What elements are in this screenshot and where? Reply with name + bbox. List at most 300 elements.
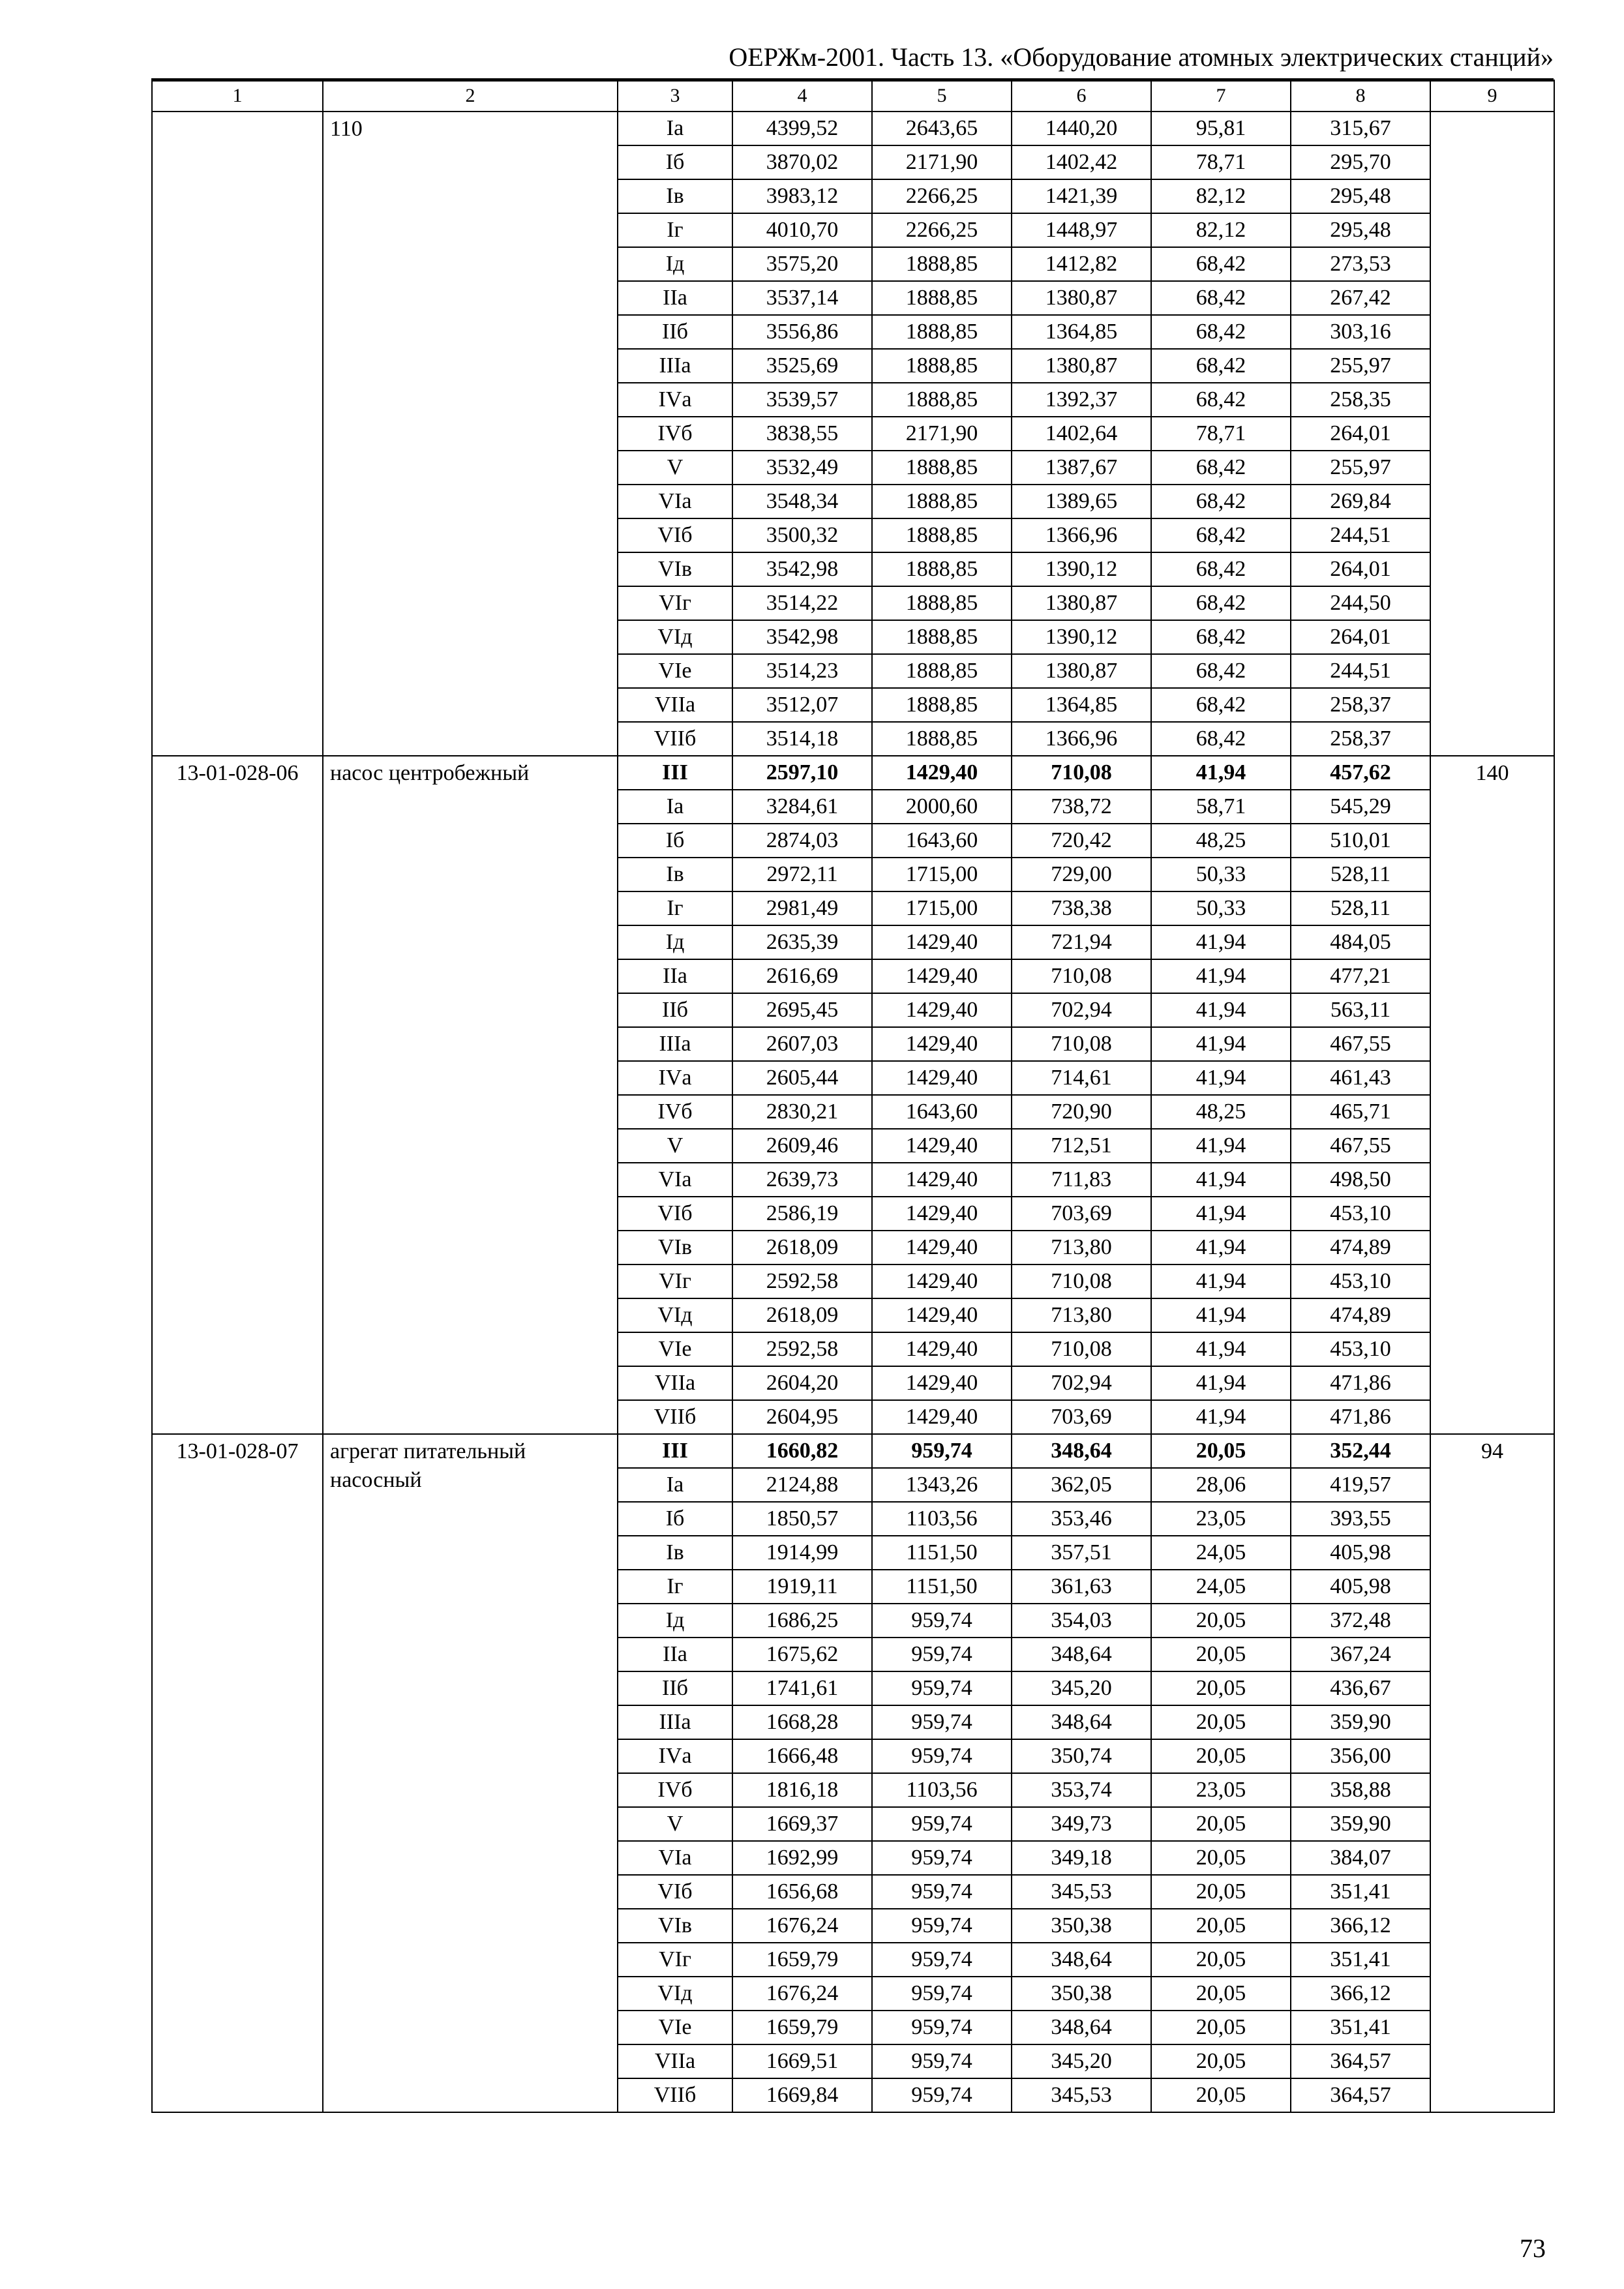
value-cell-c5: 1888,85 xyxy=(872,620,1012,654)
value-cell-c5: 2266,25 xyxy=(872,213,1012,247)
page-number: 73 xyxy=(1520,2234,1546,2263)
zone-cell: VIв xyxy=(618,552,732,586)
zone-cell: Iа xyxy=(618,790,732,824)
value-cell-c4: 2618,09 xyxy=(732,1231,872,1264)
value-cell-c7: 24,05 xyxy=(1151,1570,1291,1604)
value-cell-c5: 1429,40 xyxy=(872,1400,1012,1434)
value-cell-c4: 2618,09 xyxy=(732,1298,872,1332)
value-cell-c4: 2592,58 xyxy=(732,1264,872,1298)
zone-cell: VIг xyxy=(618,1264,732,1298)
value-cell-c8: 484,05 xyxy=(1291,925,1430,959)
value-cell-c7: 41,94 xyxy=(1151,1298,1291,1332)
column-9-cell: 94 xyxy=(1430,1434,1554,2112)
column-9-cell xyxy=(1430,112,1554,756)
value-cell-c5: 1429,40 xyxy=(872,1027,1012,1061)
zone-cell: VIд xyxy=(618,620,732,654)
zone-cell: VIIб xyxy=(618,722,732,756)
value-cell-c6: 348,64 xyxy=(1012,1943,1151,1977)
value-cell-c6: 345,20 xyxy=(1012,2044,1151,2078)
value-cell-c4: 3548,34 xyxy=(732,485,872,518)
value-cell-c7: 68,42 xyxy=(1151,451,1291,485)
value-cell-c4: 3537,14 xyxy=(732,281,872,315)
zone-cell: VIIб xyxy=(618,2078,732,2112)
value-cell-c5: 1103,56 xyxy=(872,1502,1012,1536)
value-cell-c5: 1429,40 xyxy=(872,1332,1012,1366)
value-cell-c8: 258,37 xyxy=(1291,688,1430,722)
value-cell-c5: 2643,65 xyxy=(872,112,1012,145)
zone-cell: V xyxy=(618,1807,732,1841)
value-cell-c8: 367,24 xyxy=(1291,1638,1430,1671)
zone-cell: Iд xyxy=(618,247,732,281)
value-cell-c6: 1402,42 xyxy=(1012,145,1151,179)
value-cell-c8: 351,41 xyxy=(1291,2011,1430,2044)
value-cell-c7: 95,81 xyxy=(1151,112,1291,145)
value-cell-c4: 2609,46 xyxy=(732,1129,872,1163)
value-cell-c6: 1380,87 xyxy=(1012,586,1151,620)
column-number: 4 xyxy=(732,80,872,112)
value-cell-c5: 2000,60 xyxy=(872,790,1012,824)
table-body xyxy=(152,80,1554,2112)
zone-cell: IIа xyxy=(618,281,732,315)
column-number: 1 xyxy=(152,80,323,112)
value-cell-c5: 1643,60 xyxy=(872,1095,1012,1129)
zone-cell: Iв xyxy=(618,179,732,213)
value-cell-c6: 1392,37 xyxy=(1012,383,1151,417)
value-cell-c5: 1429,40 xyxy=(872,1298,1012,1332)
value-cell-c8: 477,21 xyxy=(1291,959,1430,993)
value-cell-c4: 1669,37 xyxy=(732,1807,872,1841)
value-cell-c7: 20,05 xyxy=(1151,1943,1291,1977)
value-cell-c4: 2604,95 xyxy=(732,1400,872,1434)
value-cell-c7: 41,94 xyxy=(1151,959,1291,993)
value-cell-c5: 1151,50 xyxy=(872,1536,1012,1570)
zone-cell: Iд xyxy=(618,1604,732,1638)
value-cell-c7: 68,42 xyxy=(1151,281,1291,315)
value-cell-c8: 419,57 xyxy=(1291,1468,1430,1502)
value-cell-c6: 345,20 xyxy=(1012,1671,1151,1705)
zone-cell: IVб xyxy=(618,417,732,451)
value-cell-c7: 23,05 xyxy=(1151,1773,1291,1807)
value-cell-c6: 1387,67 xyxy=(1012,451,1151,485)
value-cell-c5: 2266,25 xyxy=(872,179,1012,213)
zone-cell: Iв xyxy=(618,858,732,891)
value-cell-c8: 498,50 xyxy=(1291,1163,1430,1197)
value-cell-c5: 959,74 xyxy=(872,1943,1012,1977)
value-cell-c6: 711,83 xyxy=(1012,1163,1151,1197)
zone-cell: VIб xyxy=(618,1875,732,1909)
value-cell-c5: 1643,60 xyxy=(872,824,1012,858)
value-cell-c7: 20,05 xyxy=(1151,1705,1291,1739)
table-row xyxy=(152,1434,1554,1468)
value-cell-c8: 244,51 xyxy=(1291,518,1430,552)
value-cell-c5: 959,74 xyxy=(872,1807,1012,1841)
value-cell-c8: 269,84 xyxy=(1291,485,1430,518)
value-cell-c7: 20,05 xyxy=(1151,1977,1291,2011)
value-cell-c4: 1919,11 xyxy=(732,1570,872,1604)
value-cell-c7: 78,71 xyxy=(1151,417,1291,451)
value-cell-c7: 41,94 xyxy=(1151,1027,1291,1061)
value-cell-c4: 2592,58 xyxy=(732,1332,872,1366)
value-cell-c7: 20,05 xyxy=(1151,1841,1291,1875)
value-cell-c4: 2874,03 xyxy=(732,824,872,858)
value-cell-c6: 703,69 xyxy=(1012,1197,1151,1231)
value-cell-c4: 2607,03 xyxy=(732,1027,872,1061)
value-cell-c5: 1343,26 xyxy=(872,1468,1012,1502)
zone-cell: IVб xyxy=(618,1095,732,1129)
value-cell-c5: 1888,85 xyxy=(872,518,1012,552)
value-cell-c5: 959,74 xyxy=(872,2044,1012,2078)
value-cell-c4: 1659,79 xyxy=(732,1943,872,1977)
value-cell-c5: 1429,40 xyxy=(872,1163,1012,1197)
value-cell-c6: 738,72 xyxy=(1012,790,1151,824)
value-cell-c5: 959,74 xyxy=(872,1604,1012,1638)
value-cell-c7: 20,05 xyxy=(1151,1434,1291,1468)
value-cell-c5: 959,74 xyxy=(872,1705,1012,1739)
value-cell-c8: 255,97 xyxy=(1291,451,1430,485)
value-cell-c4: 3525,69 xyxy=(732,349,872,383)
value-cell-c4: 3514,22 xyxy=(732,586,872,620)
value-cell-c5: 959,74 xyxy=(872,1739,1012,1773)
value-cell-c5: 1715,00 xyxy=(872,858,1012,891)
zone-cell: VIа xyxy=(618,1163,732,1197)
value-cell-c6: 720,42 xyxy=(1012,824,1151,858)
value-cell-c7: 20,05 xyxy=(1151,1739,1291,1773)
value-cell-c6: 738,38 xyxy=(1012,891,1151,925)
value-cell-c8: 264,01 xyxy=(1291,417,1430,451)
value-cell-c7: 82,12 xyxy=(1151,179,1291,213)
table-row xyxy=(152,756,1554,790)
value-cell-c7: 41,94 xyxy=(1151,1231,1291,1264)
value-cell-c7: 50,33 xyxy=(1151,858,1291,891)
value-cell-c6: 710,08 xyxy=(1012,1264,1151,1298)
value-cell-c7: 20,05 xyxy=(1151,2044,1291,2078)
zone-cell: VIв xyxy=(618,1909,732,1943)
value-cell-c4: 2695,45 xyxy=(732,993,872,1027)
value-cell-c5: 1888,85 xyxy=(872,315,1012,349)
value-cell-c8: 352,44 xyxy=(1291,1434,1430,1468)
value-cell-c7: 20,05 xyxy=(1151,1604,1291,1638)
value-cell-c4: 2972,11 xyxy=(732,858,872,891)
value-cell-c8: 457,62 xyxy=(1291,756,1430,790)
value-cell-c6: 1366,96 xyxy=(1012,518,1151,552)
value-cell-c6: 362,05 xyxy=(1012,1468,1151,1502)
value-cell-c5: 1888,85 xyxy=(872,349,1012,383)
value-cell-c5: 1429,40 xyxy=(872,1129,1012,1163)
value-cell-c5: 2171,90 xyxy=(872,417,1012,451)
zone-cell: V xyxy=(618,1129,732,1163)
value-cell-c4: 3838,55 xyxy=(732,417,872,451)
value-cell-c4: 1741,61 xyxy=(732,1671,872,1705)
value-cell-c7: 20,05 xyxy=(1151,2011,1291,2044)
value-cell-c8: 255,97 xyxy=(1291,349,1430,383)
value-cell-c7: 68,42 xyxy=(1151,620,1291,654)
value-cell-c4: 2604,20 xyxy=(732,1366,872,1400)
value-cell-c4: 1660,82 xyxy=(732,1434,872,1468)
value-cell-c6: 1380,87 xyxy=(1012,349,1151,383)
column-number: 2 xyxy=(323,80,618,112)
value-cell-c4: 1676,24 xyxy=(732,1909,872,1943)
value-cell-c8: 244,50 xyxy=(1291,586,1430,620)
column-9-cell: 140 xyxy=(1430,756,1554,1434)
zone-cell: VIа xyxy=(618,485,732,518)
value-cell-c4: 1668,28 xyxy=(732,1705,872,1739)
value-cell-c5: 959,74 xyxy=(872,1909,1012,1943)
value-cell-c8: 453,10 xyxy=(1291,1264,1430,1298)
value-cell-c6: 1402,64 xyxy=(1012,417,1151,451)
value-cell-c4: 2597,10 xyxy=(732,756,872,790)
column-number: 8 xyxy=(1291,80,1430,112)
zone-cell: VIе xyxy=(618,2011,732,2044)
value-cell-c5: 1888,85 xyxy=(872,247,1012,281)
value-cell-c5: 959,74 xyxy=(872,1875,1012,1909)
value-cell-c8: 405,98 xyxy=(1291,1536,1430,1570)
value-cell-c5: 959,74 xyxy=(872,1841,1012,1875)
zone-cell: VIд xyxy=(618,1977,732,2011)
zone-cell: Iа xyxy=(618,1468,732,1502)
value-cell-c4: 3556,86 xyxy=(732,315,872,349)
value-cell-c8: 364,57 xyxy=(1291,2044,1430,2078)
value-cell-c8: 545,29 xyxy=(1291,790,1430,824)
value-cell-c4: 2605,44 xyxy=(732,1061,872,1095)
value-cell-c6: 354,03 xyxy=(1012,1604,1151,1638)
value-cell-c8: 366,12 xyxy=(1291,1909,1430,1943)
zone-cell: Iд xyxy=(618,925,732,959)
zone-cell: III xyxy=(618,1434,732,1468)
value-cell-c7: 68,42 xyxy=(1151,688,1291,722)
rate-code-cell xyxy=(152,112,323,756)
value-cell-c7: 68,42 xyxy=(1151,247,1291,281)
value-cell-c6: 1364,85 xyxy=(1012,688,1151,722)
value-cell-c4: 2616,69 xyxy=(732,959,872,993)
value-cell-c5: 1429,40 xyxy=(872,1366,1012,1400)
value-cell-c7: 78,71 xyxy=(1151,145,1291,179)
value-cell-c4: 1669,51 xyxy=(732,2044,872,2078)
value-cell-c6: 703,69 xyxy=(1012,1400,1151,1434)
value-cell-c7: 68,42 xyxy=(1151,315,1291,349)
value-cell-c6: 349,18 xyxy=(1012,1841,1151,1875)
value-cell-c7: 68,42 xyxy=(1151,586,1291,620)
value-cell-c8: 244,51 xyxy=(1291,654,1430,688)
value-cell-c8: 295,48 xyxy=(1291,179,1430,213)
value-cell-c5: 1151,50 xyxy=(872,1570,1012,1604)
zone-cell: VIб xyxy=(618,1197,732,1231)
value-cell-c5: 1429,40 xyxy=(872,1061,1012,1095)
value-cell-c7: 41,94 xyxy=(1151,1129,1291,1163)
value-cell-c7: 68,42 xyxy=(1151,518,1291,552)
value-cell-c7: 20,05 xyxy=(1151,1671,1291,1705)
value-cell-c8: 471,86 xyxy=(1291,1366,1430,1400)
value-cell-c7: 41,94 xyxy=(1151,993,1291,1027)
value-cell-c4: 4010,70 xyxy=(732,213,872,247)
value-cell-c7: 20,05 xyxy=(1151,1807,1291,1841)
value-cell-c4: 1675,62 xyxy=(732,1638,872,1671)
value-cell-c4: 1656,68 xyxy=(732,1875,872,1909)
value-cell-c7: 68,42 xyxy=(1151,485,1291,518)
value-cell-c5: 1888,85 xyxy=(872,383,1012,417)
value-cell-c6: 702,94 xyxy=(1012,993,1151,1027)
value-cell-c8: 467,55 xyxy=(1291,1129,1430,1163)
value-cell-c7: 50,33 xyxy=(1151,891,1291,925)
value-cell-c6: 710,08 xyxy=(1012,959,1151,993)
value-cell-c7: 20,05 xyxy=(1151,1875,1291,1909)
value-cell-c5: 1429,40 xyxy=(872,925,1012,959)
value-cell-c8: 351,41 xyxy=(1291,1875,1430,1909)
value-cell-c7: 41,94 xyxy=(1151,1400,1291,1434)
value-cell-c6: 361,63 xyxy=(1012,1570,1151,1604)
value-cell-c7: 68,42 xyxy=(1151,383,1291,417)
rates-table xyxy=(151,80,1555,2113)
zone-cell: VIв xyxy=(618,1231,732,1264)
value-cell-c6: 349,73 xyxy=(1012,1807,1151,1841)
value-cell-c5: 959,74 xyxy=(872,2078,1012,2112)
value-cell-c6: 348,64 xyxy=(1012,1638,1151,1671)
value-cell-c5: 1888,85 xyxy=(872,451,1012,485)
value-cell-c4: 3542,98 xyxy=(732,620,872,654)
zone-cell: VIIа xyxy=(618,688,732,722)
value-cell-c4: 2639,73 xyxy=(732,1163,872,1197)
value-cell-c5: 1888,85 xyxy=(872,586,1012,620)
value-cell-c6: 710,08 xyxy=(1012,756,1151,790)
value-cell-c7: 58,71 xyxy=(1151,790,1291,824)
value-cell-c8: 528,11 xyxy=(1291,858,1430,891)
value-cell-c6: 345,53 xyxy=(1012,1875,1151,1909)
zone-cell: VIа xyxy=(618,1841,732,1875)
value-cell-c8: 315,67 xyxy=(1291,112,1430,145)
value-cell-c5: 1429,40 xyxy=(872,993,1012,1027)
value-cell-c7: 20,05 xyxy=(1151,1909,1291,1943)
value-cell-c8: 258,37 xyxy=(1291,722,1430,756)
value-cell-c4: 1669,84 xyxy=(732,2078,872,2112)
value-cell-c8: 474,89 xyxy=(1291,1231,1430,1264)
value-cell-c4: 3575,20 xyxy=(732,247,872,281)
value-cell-c5: 2171,90 xyxy=(872,145,1012,179)
value-cell-c6: 353,74 xyxy=(1012,1773,1151,1807)
value-cell-c8: 303,16 xyxy=(1291,315,1430,349)
value-cell-c8: 359,90 xyxy=(1291,1705,1430,1739)
value-cell-c6: 1440,20 xyxy=(1012,112,1151,145)
zone-cell: IVб xyxy=(618,1773,732,1807)
zone-cell: IVа xyxy=(618,1739,732,1773)
value-cell-c6: 729,00 xyxy=(1012,858,1151,891)
zone-cell: IIа xyxy=(618,1638,732,1671)
value-cell-c6: 1366,96 xyxy=(1012,722,1151,756)
value-cell-c8: 358,88 xyxy=(1291,1773,1430,1807)
value-cell-c5: 1888,85 xyxy=(872,552,1012,586)
value-cell-c7: 41,94 xyxy=(1151,925,1291,959)
zone-cell: IVа xyxy=(618,383,732,417)
value-cell-c7: 41,94 xyxy=(1151,756,1291,790)
value-cell-c7: 68,42 xyxy=(1151,552,1291,586)
value-cell-c8: 273,53 xyxy=(1291,247,1430,281)
value-cell-c6: 710,08 xyxy=(1012,1027,1151,1061)
value-cell-c7: 68,42 xyxy=(1151,654,1291,688)
value-cell-c4: 1676,24 xyxy=(732,1977,872,2011)
value-cell-c4: 3512,07 xyxy=(732,688,872,722)
value-cell-c5: 1888,85 xyxy=(872,722,1012,756)
value-cell-c8: 453,10 xyxy=(1291,1332,1430,1366)
zone-cell: VIг xyxy=(618,1943,732,1977)
value-cell-c6: 712,51 xyxy=(1012,1129,1151,1163)
value-cell-c8: 474,89 xyxy=(1291,1298,1430,1332)
value-cell-c8: 461,43 xyxy=(1291,1061,1430,1095)
value-cell-c4: 1816,18 xyxy=(732,1773,872,1807)
value-cell-c4: 3284,61 xyxy=(732,790,872,824)
zone-cell: IIIа xyxy=(618,1027,732,1061)
value-cell-c5: 1888,85 xyxy=(872,485,1012,518)
value-cell-c8: 471,86 xyxy=(1291,1400,1430,1434)
value-cell-c7: 41,94 xyxy=(1151,1163,1291,1197)
value-cell-c8: 295,70 xyxy=(1291,145,1430,179)
value-cell-c8: 264,01 xyxy=(1291,620,1430,654)
value-cell-c8: 372,48 xyxy=(1291,1604,1430,1638)
value-cell-c8: 364,57 xyxy=(1291,2078,1430,2112)
value-cell-c6: 710,08 xyxy=(1012,1332,1151,1366)
value-cell-c8: 528,11 xyxy=(1291,891,1430,925)
value-cell-c8: 351,41 xyxy=(1291,1943,1430,1977)
value-cell-c6: 348,64 xyxy=(1012,2011,1151,2044)
value-cell-c4: 1659,79 xyxy=(732,2011,872,2044)
value-cell-c8: 264,01 xyxy=(1291,552,1430,586)
value-cell-c7: 20,05 xyxy=(1151,1638,1291,1671)
column-number-row xyxy=(152,80,1554,112)
value-cell-c6: 1380,87 xyxy=(1012,281,1151,315)
value-cell-c8: 295,48 xyxy=(1291,213,1430,247)
value-cell-c8: 436,67 xyxy=(1291,1671,1430,1705)
equipment-name-cell: агрегат питательный насосный xyxy=(323,1434,618,2112)
value-cell-c5: 959,74 xyxy=(872,1671,1012,1705)
value-cell-c6: 1389,65 xyxy=(1012,485,1151,518)
value-cell-c6: 721,94 xyxy=(1012,925,1151,959)
value-cell-c7: 68,42 xyxy=(1151,349,1291,383)
value-cell-c8: 267,42 xyxy=(1291,281,1430,315)
value-cell-c4: 1850,57 xyxy=(732,1502,872,1536)
value-cell-c7: 41,94 xyxy=(1151,1061,1291,1095)
zone-cell: Iб xyxy=(618,145,732,179)
rate-code-cell: 13-01-028-07 xyxy=(152,1434,323,2112)
value-cell-c4: 2586,19 xyxy=(732,1197,872,1231)
value-cell-c6: 713,80 xyxy=(1012,1231,1151,1264)
value-cell-c7: 48,25 xyxy=(1151,1095,1291,1129)
value-cell-c7: 28,06 xyxy=(1151,1468,1291,1502)
value-cell-c7: 41,94 xyxy=(1151,1264,1291,1298)
value-cell-c8: 366,12 xyxy=(1291,1977,1430,2011)
zone-cell: Iг xyxy=(618,213,732,247)
column-number: 5 xyxy=(872,80,1012,112)
zone-cell: Iв xyxy=(618,1536,732,1570)
zone-cell: VIIб xyxy=(618,1400,732,1434)
value-cell-c6: 357,51 xyxy=(1012,1536,1151,1570)
column-number: 9 xyxy=(1430,80,1554,112)
value-cell-c8: 356,00 xyxy=(1291,1739,1430,1773)
value-cell-c4: 3870,02 xyxy=(732,145,872,179)
value-cell-c4: 3514,18 xyxy=(732,722,872,756)
value-cell-c5: 1429,40 xyxy=(872,1231,1012,1264)
value-cell-c5: 959,74 xyxy=(872,1977,1012,2011)
value-cell-c8: 510,01 xyxy=(1291,824,1430,858)
value-cell-c5: 1429,40 xyxy=(872,1197,1012,1231)
zone-cell: IVа xyxy=(618,1061,732,1095)
value-cell-c5: 1429,40 xyxy=(872,1264,1012,1298)
value-cell-c6: 350,74 xyxy=(1012,1739,1151,1773)
value-cell-c6: 702,94 xyxy=(1012,1366,1151,1400)
value-cell-c4: 2635,39 xyxy=(732,925,872,959)
value-cell-c8: 258,35 xyxy=(1291,383,1430,417)
value-cell-c8: 405,98 xyxy=(1291,1570,1430,1604)
zone-cell: IIIа xyxy=(618,349,732,383)
value-cell-c5: 1888,85 xyxy=(872,281,1012,315)
value-cell-c4: 3983,12 xyxy=(732,179,872,213)
value-cell-c7: 82,12 xyxy=(1151,213,1291,247)
